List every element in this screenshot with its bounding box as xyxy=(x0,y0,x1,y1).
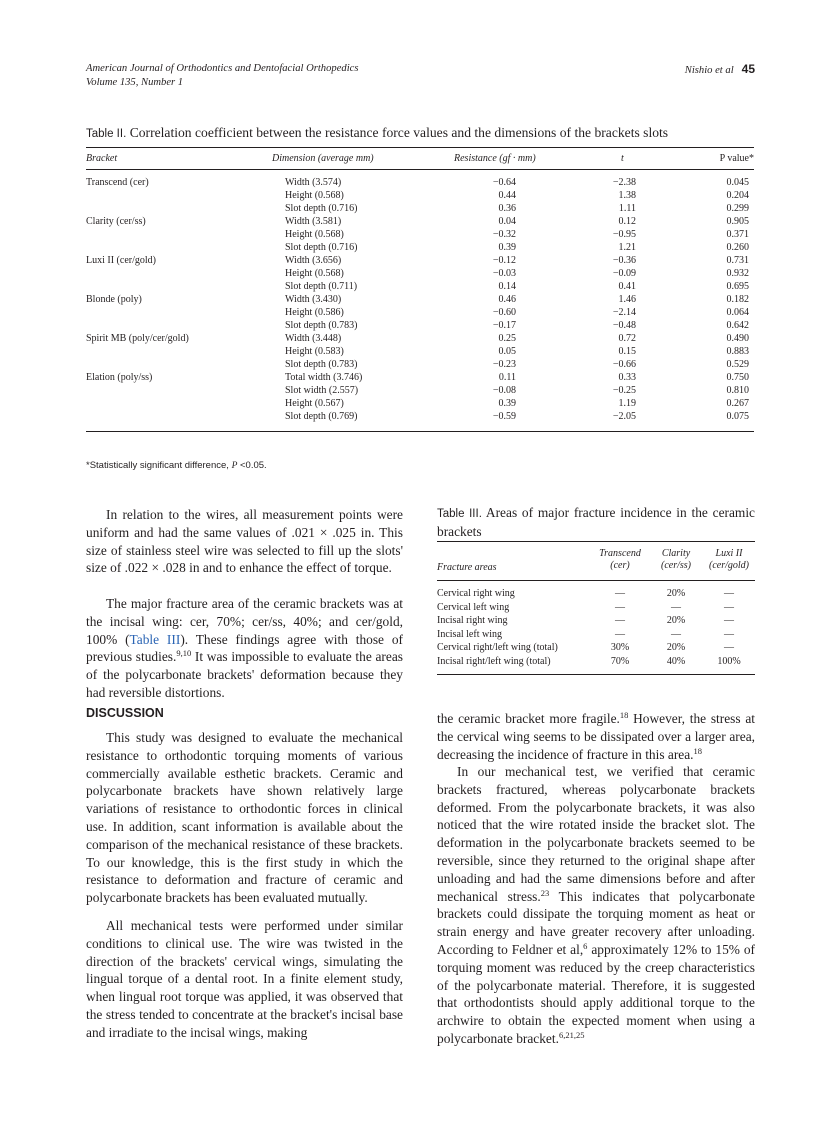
p-value-cell: 0.750 xyxy=(726,372,749,383)
t-cell: 1.46 xyxy=(618,294,636,305)
table3-caption-text: Areas of major fracture incidence in the ceramic brackets xyxy=(437,505,755,539)
p-value-cell: 0.299 xyxy=(726,203,749,214)
bracket-cell: Clarity (cer/ss) xyxy=(86,216,146,227)
table-row xyxy=(86,345,754,358)
table-row xyxy=(86,176,754,189)
table-row xyxy=(86,241,754,254)
t-cell: −2.38 xyxy=(612,177,636,188)
table-row xyxy=(86,202,754,215)
dimension-cell: Slot depth (0.769) xyxy=(285,411,358,422)
clarity-cell: 20% xyxy=(666,642,686,653)
table-row xyxy=(437,614,755,628)
table2-header-cell: Resistance (gf · mm) xyxy=(454,153,536,164)
para-text: In our mechanical test, we verified that ceramic brackets fractured, whereas polycarbonate brackets deformed. From the polycarbonate brackets, it was also noticed that the wire rotated inside the bracket slot. The deformation in the polycarbonate brackets seemed to be reversible, since they returned to the original shape after unloading and had the same dimensions before and after mechanical stress. xyxy=(437,764,755,904)
resistance-cell: 0.05 xyxy=(498,346,516,357)
t-cell: 1.19 xyxy=(618,398,636,409)
t-cell: −0.36 xyxy=(612,255,636,266)
left-para-3: This study was designed to evaluate the mechanical resistance to orthodontic torquing moments of various commercially available esthetic brackets. Ceramic and polycarbonate brackets have shown relatively large variations of resistance to orthodontic forces in clinical use. In addition, scant information is available about the comparison of the mechanical resistance of these brackets. To our knowledge, this is the first study in which the resistance to deformation and fracture of ceramic and polycarbonate brackets has been evaluated mutually. xyxy=(86,730,403,906)
journal-title: American Journal of Orthodontics and Dentofacial Orthopedics xyxy=(86,63,359,74)
col-sub: (cer) xyxy=(610,560,630,571)
resistance-cell: −0.32 xyxy=(492,229,516,240)
table2-footnote xyxy=(86,460,267,471)
bracket-cell: Elation (poly/ss) xyxy=(86,372,153,383)
para-text: The major fracture area of the ceramic brackets was at the incisal wing: cer, 70%; cer/ss, 40%; and cer/gold, 100% ( xyxy=(86,596,403,647)
p-value-cell: 0.810 xyxy=(726,385,749,396)
bracket-cell: Transcend (cer) xyxy=(86,177,149,188)
para-text: the ceramic bracket more fragile. xyxy=(437,711,620,726)
table-row xyxy=(437,601,755,615)
resistance-cell: −0.17 xyxy=(492,320,516,331)
dimension-cell: Height (0.568) xyxy=(285,229,344,240)
t-cell: 0.15 xyxy=(618,346,636,357)
p-value-cell: 0.064 xyxy=(726,307,749,318)
dimension-cell: Total width (3.746) xyxy=(285,372,363,383)
t-cell: −0.25 xyxy=(612,385,636,396)
table3-header-cell: Fracture areas xyxy=(437,562,497,573)
clarity-cell: 40% xyxy=(666,655,686,667)
journal-volume: Volume 135, Number 1 xyxy=(86,77,184,88)
citation[interactable]: 23 xyxy=(540,887,550,898)
dimension-cell: Height (0.568) xyxy=(285,190,344,201)
table-row xyxy=(86,293,754,306)
resistance-cell: 0.46 xyxy=(498,294,516,305)
resistance-cell: −0.03 xyxy=(492,268,516,279)
para-text: approximately 12% to 15% of torquing moment was reduced by the creep characteristics of the polycarbonate material. Therefore, it is suggested that orthodontists should apply additional torque to the archwire to obtain the expected moment when using a polycarbonate bracket. xyxy=(437,941,755,1046)
t-cell: −2.05 xyxy=(612,411,636,422)
p-value-cell: 0.905 xyxy=(726,216,749,227)
transcend-cell: — xyxy=(615,601,625,613)
t-cell: −0.95 xyxy=(612,229,636,240)
fracture-area-cell: Cervical right wing xyxy=(437,588,515,599)
dimension-cell: Width (3.430) xyxy=(285,294,342,305)
table-row xyxy=(86,306,754,319)
t-cell: 1.11 xyxy=(618,203,636,214)
dimension-cell: Width (3.448) xyxy=(285,333,342,344)
transcend-cell: — xyxy=(615,615,625,626)
p-value-cell: 0.075 xyxy=(726,411,749,422)
col-name: Transcend xyxy=(599,548,641,559)
luxi-cell: — xyxy=(724,642,734,653)
citation[interactable]: 6,21,25 xyxy=(558,1029,585,1040)
resistance-cell: 0.36 xyxy=(498,203,516,214)
right-para-1 xyxy=(437,710,755,763)
t-cell: −0.09 xyxy=(612,268,636,279)
clarity-cell: — xyxy=(671,628,681,640)
t-cell: 0.33 xyxy=(618,372,636,383)
t-cell: −0.48 xyxy=(612,320,636,331)
resistance-cell: 0.44 xyxy=(498,190,516,201)
table3 xyxy=(437,541,755,675)
transcend-cell: — xyxy=(615,588,625,599)
table-row xyxy=(86,371,754,384)
table-row xyxy=(86,358,754,371)
table2-header-cell: Bracket xyxy=(86,153,118,164)
table-row xyxy=(86,332,754,345)
dimension-cell: Slot depth (0.716) xyxy=(285,203,358,214)
p-value-cell: 0.932 xyxy=(726,268,749,279)
table3-body xyxy=(437,581,755,675)
dimension-cell: Slot depth (0.716) xyxy=(285,242,358,253)
discussion-heading: DISCUSSION xyxy=(86,706,164,720)
table-row xyxy=(86,397,754,410)
footnote-italic: P xyxy=(231,461,238,471)
left-para-4: All mechanical tests were performed under similar conditions to clinical use. The wire was twisted in the direction of the brackets' cervical wings, simulating the lingual torque of a dental root. In a finite element study, when lingual root torque was applied, it was observed that the stress tended to concentrate at the bracket's incisal base and irradiate to the incisal wings, making xyxy=(86,918,403,1040)
dimension-cell: Width (3.656) xyxy=(285,255,342,266)
table2 xyxy=(86,147,754,432)
resistance-cell: −0.23 xyxy=(492,359,516,370)
t-cell: 1.21 xyxy=(618,242,636,253)
transcend-cell: — xyxy=(615,628,625,640)
t-cell: 1.38 xyxy=(618,190,636,201)
dimension-cell: Slot width (2.557) xyxy=(285,385,359,396)
col-name: Luxi II xyxy=(715,548,743,559)
footnote-text-end: <0.05. xyxy=(237,460,267,471)
table2-caption xyxy=(86,124,754,143)
clarity-cell: 20% xyxy=(666,588,686,599)
col-name: Clarity xyxy=(661,548,691,559)
fracture-area-cell: Cervical left wing xyxy=(437,601,510,613)
resistance-cell: 0.39 xyxy=(498,242,516,253)
table2-caption-text: Correlation coefficient between the resistance force values and the dimensions of the brackets slots xyxy=(129,125,669,140)
table-row xyxy=(437,655,755,669)
table3-header-cell xyxy=(703,548,755,572)
para-text: It was impossible to evaluate the areas of the polycarbonate brackets' deformation because they had reversible distortions. xyxy=(86,649,403,700)
p-value-cell: 0.267 xyxy=(726,398,749,409)
dimension-cell: Slot depth (0.783) xyxy=(285,320,358,331)
col-sub: (cer/gold) xyxy=(709,560,749,571)
resistance-cell: 0.04 xyxy=(498,216,516,227)
p-value-cell: 0.260 xyxy=(726,242,749,253)
citation[interactable]: 18 xyxy=(693,745,703,756)
resistance-cell: 0.25 xyxy=(498,333,516,344)
resistance-cell: 0.11 xyxy=(498,372,516,383)
table2-header-cell: Dimension (average mm) xyxy=(272,153,374,164)
left-para-2 xyxy=(86,595,403,702)
fracture-area-cell: Cervical right/left wing (total) xyxy=(437,642,558,653)
p-value-cell: 0.883 xyxy=(726,346,749,357)
table-row xyxy=(437,641,755,655)
p-value-cell: 0.529 xyxy=(726,359,749,370)
luxi-cell: — xyxy=(724,615,734,626)
clarity-cell: 20% xyxy=(666,615,686,626)
resistance-cell: −0.60 xyxy=(492,307,516,318)
resistance-cell: −0.08 xyxy=(492,385,516,396)
bracket-cell: Luxi II (cer/gold) xyxy=(86,255,156,266)
dimension-cell: Height (0.567) xyxy=(285,398,344,409)
resistance-cell: −0.59 xyxy=(492,411,516,422)
table-row xyxy=(437,628,755,642)
right-para-2 xyxy=(437,763,755,1048)
table3-header-cell xyxy=(590,548,650,572)
table-row xyxy=(86,267,754,280)
table2-header-cell: t xyxy=(621,153,624,164)
resistance-cell: −0.12 xyxy=(492,255,516,266)
resistance-cell: 0.39 xyxy=(498,398,516,409)
t-cell: 0.12 xyxy=(618,216,636,227)
table-row xyxy=(86,319,754,332)
luxi-cell: — xyxy=(724,588,734,599)
dimension-cell: Width (3.574) xyxy=(285,177,342,188)
luxi-cell: — xyxy=(724,628,734,640)
luxi-cell: — xyxy=(724,601,734,613)
table3-header-row xyxy=(437,542,755,581)
para-text: ). These findings agree with those of previous studies. xyxy=(86,631,403,665)
table2-body xyxy=(86,170,754,432)
table2-header-cell: P value* xyxy=(719,153,754,164)
p-value-cell: 0.204 xyxy=(726,190,749,201)
bracket-cell: Blonde (poly) xyxy=(86,294,142,305)
table3-caption xyxy=(437,504,755,541)
para-text: This indicates that polycarbonate brackets could dissipate the torquing moment as heat or strain energy and have greater recovery after unloading. According to Feldner et al, xyxy=(437,888,755,957)
footnote-text: *Statistically significant difference, xyxy=(86,460,232,471)
t-cell: 0.41 xyxy=(618,281,636,292)
clarity-cell: — xyxy=(671,601,681,613)
fracture-area-cell: Incisal right wing xyxy=(437,615,508,626)
citation[interactable]: 6 xyxy=(583,940,588,951)
dimension-cell: Slot depth (0.783) xyxy=(285,359,358,370)
dimension-cell: Height (0.568) xyxy=(285,268,344,279)
table-row xyxy=(86,384,754,397)
bracket-cell: Spirit MB (poly/cer/gold) xyxy=(86,333,189,344)
running-header-right xyxy=(685,62,755,78)
p-value-cell: 0.182 xyxy=(726,294,749,305)
table-row xyxy=(86,215,754,228)
table3-header-cell xyxy=(655,548,697,572)
col-sub: (cer/ss) xyxy=(661,560,691,571)
citation[interactable]: 18 xyxy=(619,710,629,720)
fracture-area-cell: Incisal left wing xyxy=(437,628,502,640)
p-value-cell: 0.045 xyxy=(726,177,749,188)
dimension-cell: Height (0.586) xyxy=(285,307,344,318)
table3-label: Table III. xyxy=(437,508,482,520)
table-row xyxy=(86,228,754,241)
transcend-cell: 70% xyxy=(610,655,630,667)
table-row xyxy=(86,254,754,267)
table-row xyxy=(86,189,754,202)
p-value-cell: 0.642 xyxy=(726,320,749,331)
left-para-1: In relation to the wires, all measurement points were uniform and had the same values of .021 × .025 in. This size of stainless steel wire was selected to fill up the slots' size of .022 × .028 in and to enhance the effect of torque. xyxy=(86,507,403,576)
p-value-cell: 0.731 xyxy=(726,255,749,266)
dimension-cell: Width (3.581) xyxy=(285,216,342,227)
p-value-cell: 0.371 xyxy=(726,229,749,240)
fracture-area-cell: Incisal right/left wing (total) xyxy=(437,655,551,667)
para-text: However, the stress at the cervical wing seems to be dissipated over a larger area, decreasing the incidence of fracture in this area. xyxy=(437,711,756,762)
resistance-cell: 0.14 xyxy=(498,281,516,292)
dimension-cell: Height (0.583) xyxy=(285,346,344,357)
citation[interactable]: 9,10 xyxy=(176,648,192,659)
t-cell: −2.14 xyxy=(612,307,636,318)
resistance-cell: −0.64 xyxy=(492,177,516,188)
running-authors: Nishio et al xyxy=(684,65,734,76)
t-cell: −0.66 xyxy=(612,359,636,370)
transcend-cell: 30% xyxy=(610,642,630,653)
table3-link[interactable]: Table III xyxy=(129,631,181,647)
running-header-journal xyxy=(86,62,358,90)
table-row xyxy=(86,410,754,423)
table2-header-row xyxy=(86,148,754,170)
t-cell: 0.72 xyxy=(618,333,636,344)
p-value-cell: 0.695 xyxy=(726,281,749,292)
table2-label: Table II. xyxy=(86,128,127,140)
table-row xyxy=(86,280,754,293)
p-value-cell: 0.490 xyxy=(726,333,749,344)
luxi-cell: 100% xyxy=(717,655,741,667)
dimension-cell: Slot depth (0.711) xyxy=(285,281,358,292)
page-number: 45 xyxy=(741,62,755,76)
table-row xyxy=(437,587,755,601)
